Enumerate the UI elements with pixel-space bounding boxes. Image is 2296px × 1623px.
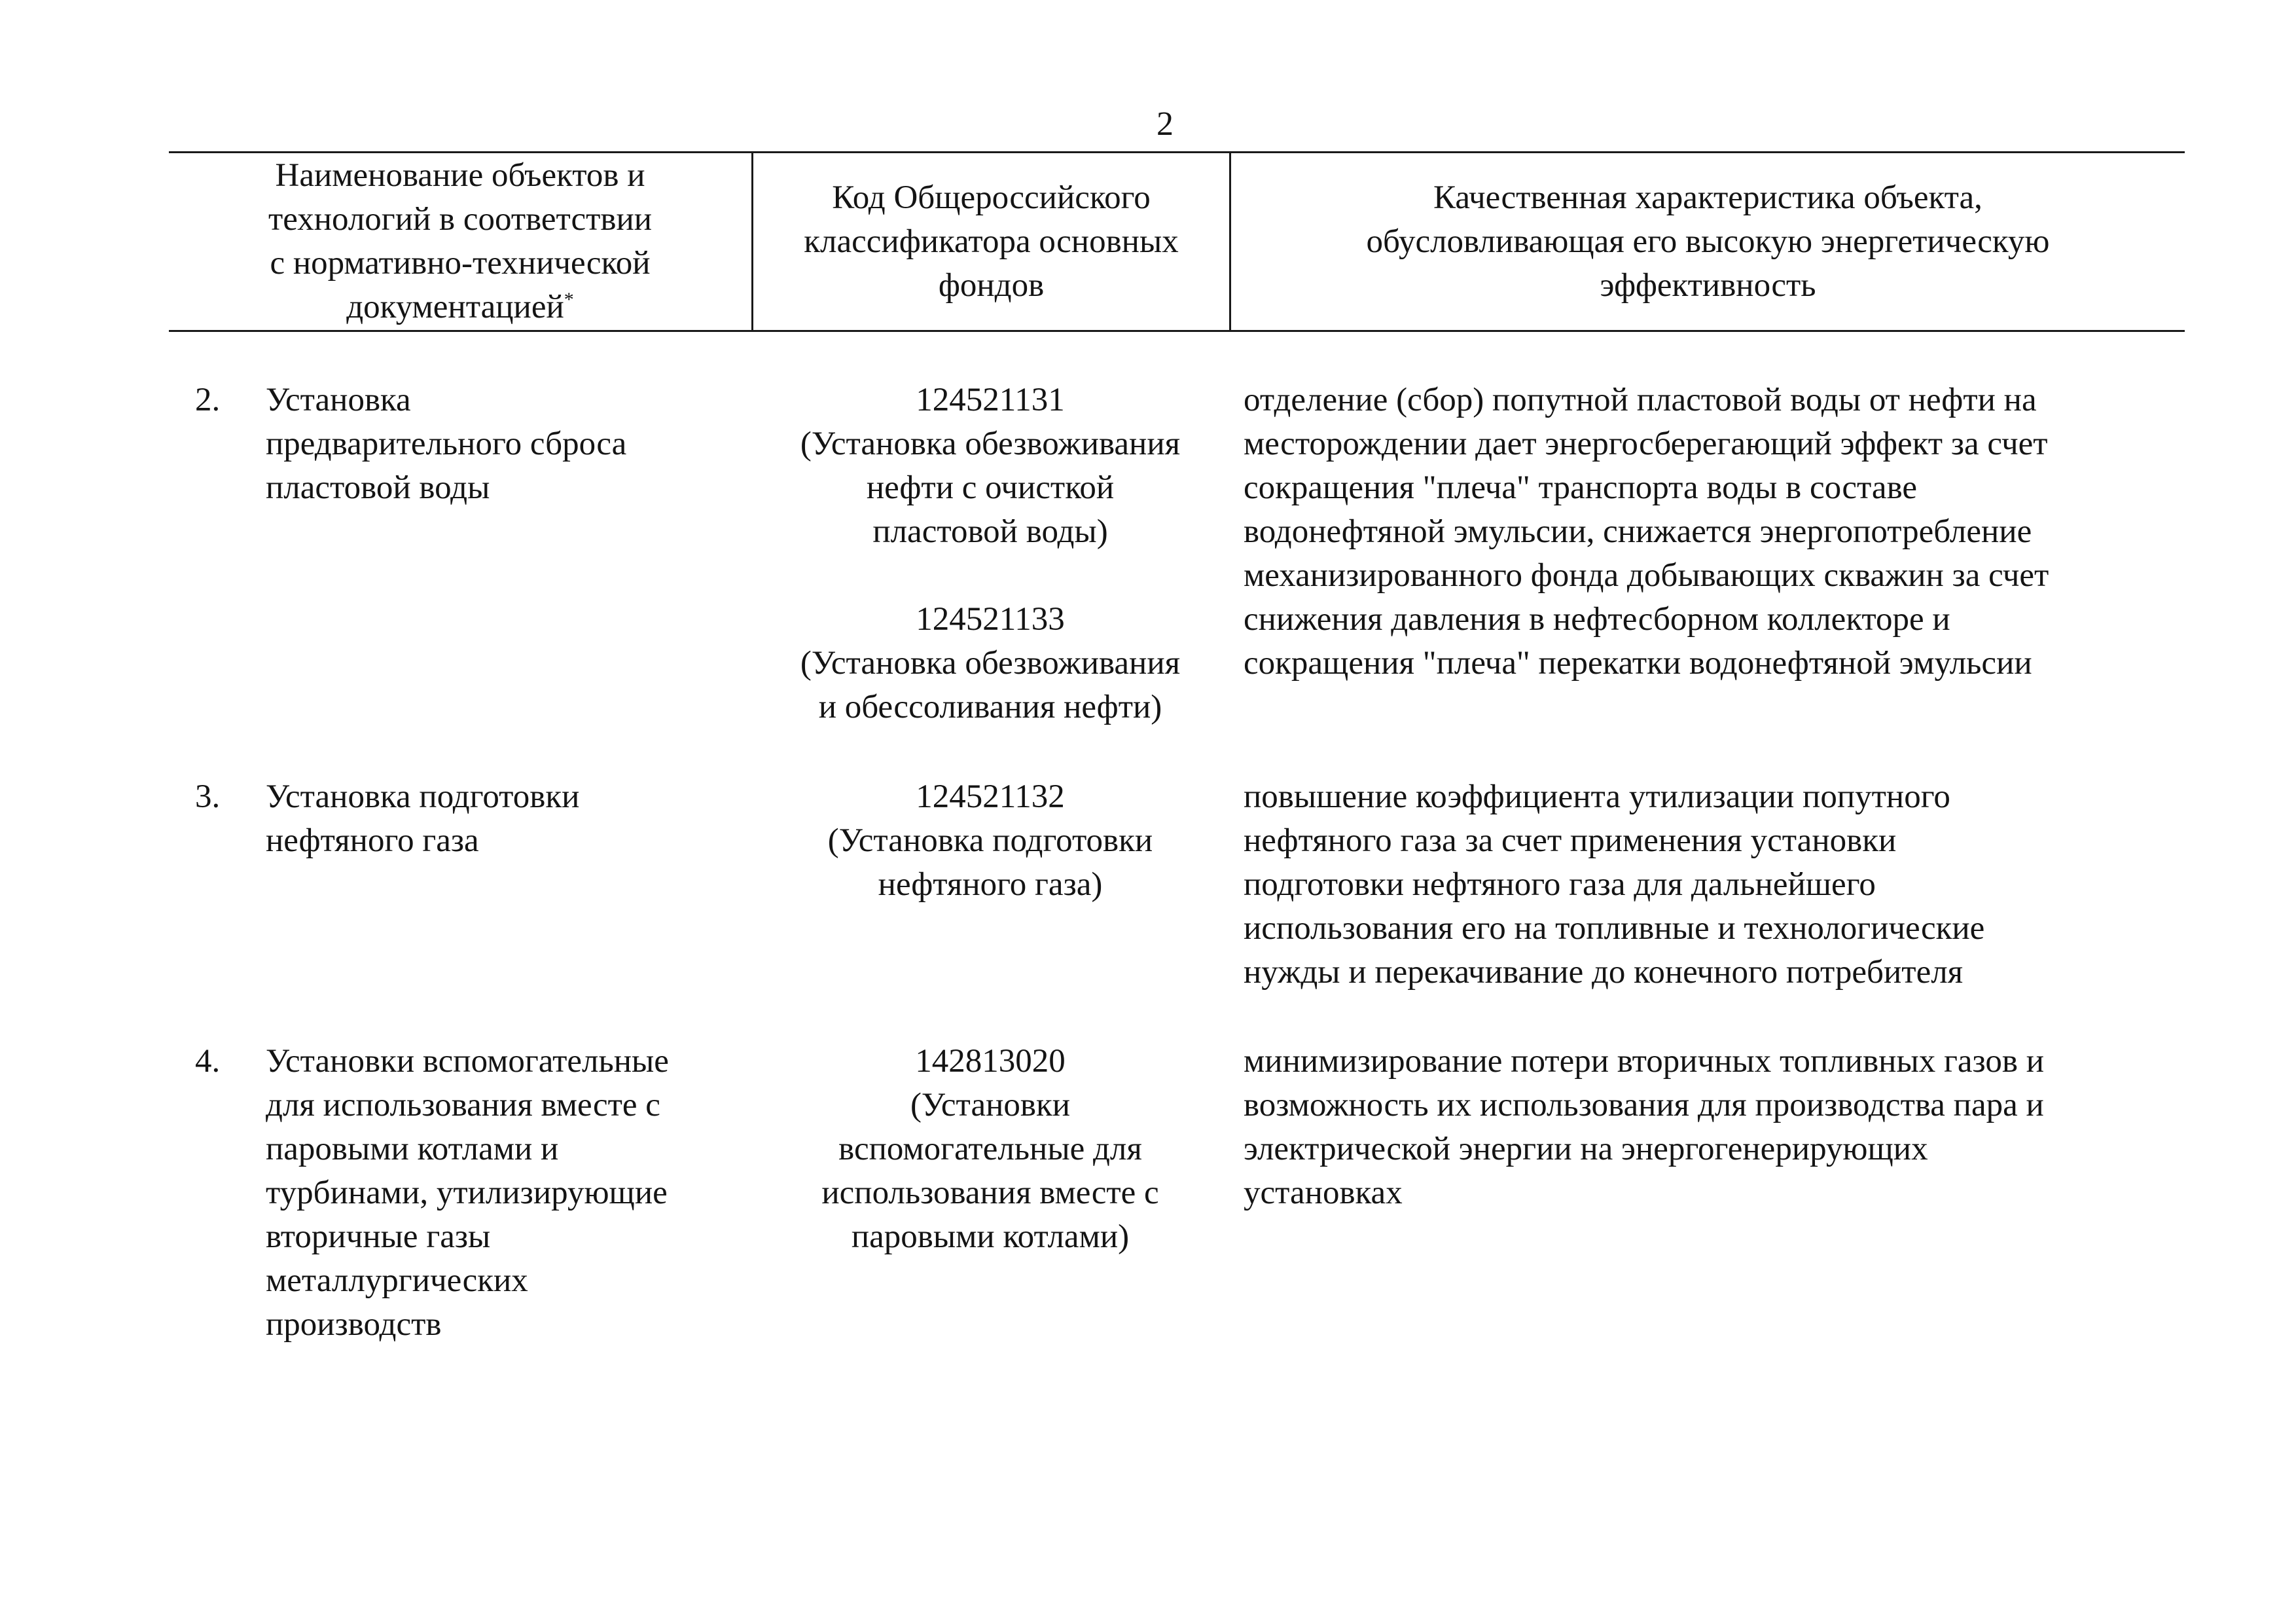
classifier-code: 124521133 — [916, 601, 1065, 638]
header-cell-characteristic — [1229, 153, 2185, 330]
classifier-code: 142813020 — [915, 1043, 1066, 1080]
object-name: Установка подготовки нефтяного газа — [266, 778, 580, 859]
header-text: обусловливающая его высокую энергетическую — [1366, 223, 2050, 260]
code-block — [751, 378, 1229, 554]
classifier-code: 124521131 — [916, 382, 1065, 418]
classifier-codes — [751, 378, 1229, 729]
row-number: 3. — [195, 778, 221, 815]
header-text — [268, 285, 652, 329]
code-block — [751, 598, 1229, 729]
classifier-code-description: (Установка обезвоживания и обессоливания нефти) — [800, 645, 1181, 725]
classifier-code-description: (Установка подготовки нефтяного газа) — [827, 822, 1153, 903]
header-text: технологий в соответствии — [268, 201, 653, 238]
row-number: 4. — [195, 1043, 221, 1080]
object-characteristic: отделение (сбор) попутной пластовой воды от нефти на месторождении дает энергосберегающий эффект за счет сокращения "плеча" транспорта воды в составе водонефтяной эмульсии, снижается энергопотребление механизированного фонда добывающих скважин за счет снижения давления в нефтесборном коллекторе и сокращения "плеча" перекатки водонефтяной эмульсии — [1244, 382, 2049, 682]
object-name: Установка предварительного сброса пластовой воды — [266, 382, 627, 506]
header-text: эффективность — [1600, 266, 1816, 304]
header-text: классификатора основных — [804, 223, 1179, 260]
header-text: Наименование объектов и — [275, 157, 645, 194]
table-header — [169, 151, 2185, 332]
header-text: Код Общероссийского — [832, 179, 1151, 216]
classifier-code-description: (Установки вспомогательные для использования вместе с паровыми котлами) — [821, 1087, 1159, 1255]
page-number: 2 — [1157, 105, 1174, 143]
object-characteristic: повышение коэффициента утилизации попутного нефтяного газа за счет применения установки подготовки нефтяного газа для дальнейшего использования его на топливные и технологические нужды и перекачивание до конечного потребителя — [1244, 778, 1985, 991]
code-block — [751, 1040, 1229, 1259]
classifier-codes — [751, 775, 1229, 907]
object-characteristic: минимизирование потери вторичных топливных газов и возможность их использования для производства пара и электрической энергии на энергогенерирующих установках — [1244, 1043, 2045, 1211]
header-text: Качественная характеристика объекта, — [1433, 179, 1982, 216]
header-text: фондов — [938, 266, 1045, 304]
header-text: документацией — [346, 289, 564, 325]
code-block — [751, 775, 1229, 907]
classifier-code-description: (Установка обезвоживания нефти с очисткой пластовой воды) — [800, 426, 1181, 550]
header-cell-object-name — [169, 153, 751, 330]
footnote-marker: * — [564, 289, 574, 310]
header-cell-classifier-code — [751, 153, 1229, 330]
row-number: 2. — [195, 382, 221, 418]
classifier-codes — [751, 1040, 1229, 1259]
object-name: Установки вспомогательные для использования вместе с паровыми котлами и турбинами, утилизирующие вторичные газы металлургических производств — [266, 1043, 669, 1343]
classifier-code: 124521132 — [916, 778, 1065, 815]
header-text: с нормативно-технической — [270, 245, 651, 282]
